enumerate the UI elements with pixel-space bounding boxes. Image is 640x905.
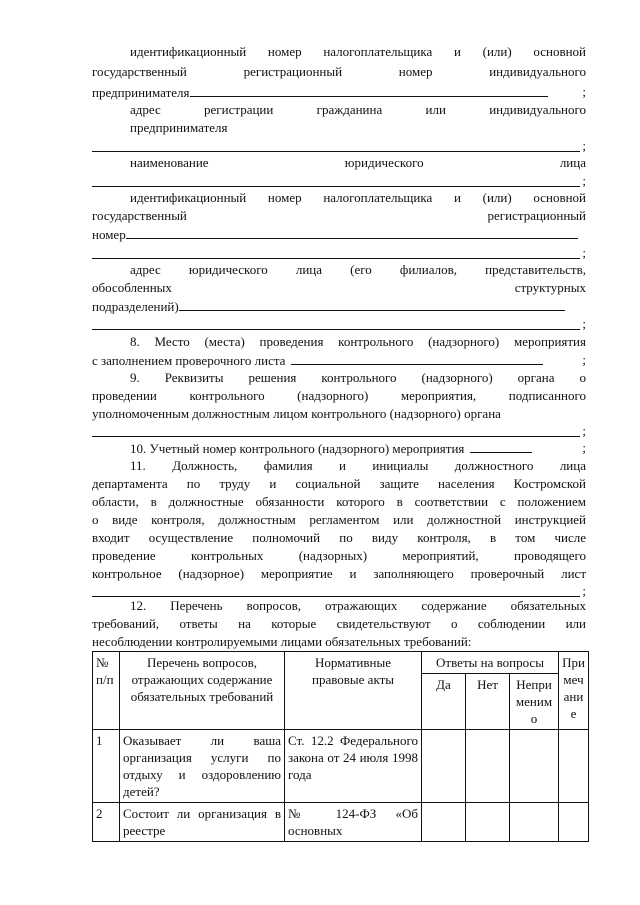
- answer-yes-cell[interactable]: [422, 803, 466, 842]
- addr-ul-line-1: адрес юридического лица (его филиалов, представительств,: [130, 262, 586, 277]
- item-10-blank[interactable]: [470, 440, 532, 453]
- addr-ul-semicolon: ;: [582, 316, 586, 331]
- item-11-semicolon: ;: [582, 583, 586, 598]
- item-11-line-3: области, в должностные обязанности которого в соответствии с положением: [92, 494, 586, 509]
- inn-ul-line-2: государственный регистрационный: [92, 208, 586, 223]
- row-act: № 124-ФЗ «Об основных: [285, 803, 422, 842]
- item-9-line-2: проведении контрольного (надзорного) мероприятия, подписанного: [92, 388, 586, 403]
- addr-ip-line-1: адрес регистрации гражданина или индивидуального: [130, 102, 586, 117]
- header-acts: Нормативные правовые акты: [285, 652, 422, 730]
- item-9-line-1: 9. Реквизиты решения контрольного (надзорного) органа о: [130, 370, 586, 385]
- addr-ip-semicolon: ;: [582, 138, 586, 153]
- inn-ul-line-3: номер: [92, 226, 586, 242]
- addr-ip-line-2: предпринимателя: [130, 120, 228, 135]
- header-yes: Да: [422, 674, 466, 730]
- row-num: 1: [93, 730, 120, 803]
- answer-na-cell[interactable]: [510, 730, 559, 803]
- header-questions: Перечень вопросов, отражающих содержание обязательных требований: [120, 652, 285, 730]
- addr-ul-blank[interactable]: [179, 298, 565, 311]
- addr-ul-line-2: обособленных структурных: [92, 280, 586, 295]
- inn-ip-line-2: государственный регистрационный номер индивидуального: [92, 64, 586, 79]
- item-12-line-3: несоблюдении контролируемыми лицами обязательных требований:: [92, 634, 472, 649]
- answer-na-cell[interactable]: [510, 803, 559, 842]
- answer-no-cell[interactable]: [466, 730, 510, 803]
- row-act: Ст. 12.2 Федерального закона от 24 июля 1998 года: [285, 730, 422, 803]
- item-11-line-7: контрольное (надзорное) мероприятие и заполняющего проверочный лист: [92, 566, 586, 581]
- answer-yes-cell[interactable]: [422, 730, 466, 803]
- inn-ul-blank[interactable]: [126, 226, 578, 239]
- header-num: № п/п: [93, 652, 120, 730]
- item-11-line-5: входит осуществление полномочий по виду контроля, в том числе: [92, 530, 586, 545]
- item-11-line-4: о виде контроля, должностным регламентом или должностной инструкцией: [92, 512, 586, 527]
- row-question: Оказывает ли ваша организация услуги по отдыху и оздоровлению детей?: [120, 730, 285, 803]
- item-11-line-2: департамента по труду и социальной защите населения Костромской: [92, 476, 586, 491]
- header-note: Примечание: [559, 652, 589, 730]
- name-ul-line-1: наименование юридического лица: [130, 155, 586, 170]
- item-11-line-6: проведение контрольных (надзорных) мероприятий, проводящего: [92, 548, 586, 563]
- inn-ul-semicolon: ;: [582, 245, 586, 260]
- inn-ip-blank[interactable]: [190, 84, 548, 97]
- note-cell[interactable]: [559, 730, 589, 803]
- item-12-line-2: требований, ответы на которые свидетельствуют о соблюдении или: [92, 616, 586, 631]
- table-row: [93, 730, 589, 803]
- table-row: [93, 803, 589, 842]
- row-num: 2: [93, 803, 120, 842]
- item-9-semicolon: ;: [582, 423, 586, 438]
- header-na: Неприменимо: [510, 674, 559, 730]
- item-11-line-1: 11. Должность, фамилия и инициалы должностного лица: [130, 458, 586, 473]
- inn-ul-line-1: идентификационный номер налогоплательщика и (или) основной: [130, 190, 586, 205]
- inn-ip-line-3: предпринимателя ;: [92, 84, 586, 100]
- header-no: Нет: [466, 674, 510, 730]
- checklist-table: [92, 651, 589, 842]
- table-header-row: [93, 652, 589, 674]
- item-8-blank[interactable]: [291, 352, 543, 365]
- name-ul-semicolon: ;: [582, 173, 586, 188]
- item-10-line-1: 10. Учетный номер контрольного (надзорного) мероприятия ;: [130, 440, 586, 456]
- addr-ul-line-3: подразделений): [92, 298, 586, 314]
- inn-ip-line-1: идентификационный номер налогоплательщика и (или) основной: [130, 44, 586, 59]
- item-9-line-3: уполномоченным должностным лицом контрольного (надзорного) органа: [92, 406, 501, 421]
- row-question: Состоит ли организация в реестре: [120, 803, 285, 842]
- answer-no-cell[interactable]: [466, 803, 510, 842]
- item-8-line-2: с заполнением проверочного листа ;: [92, 352, 586, 368]
- item-12-line-1: 12. Перечень вопросов, отражающих содержание обязательных: [130, 598, 586, 613]
- note-cell[interactable]: [559, 803, 589, 842]
- item-8-line-1: 8. Место (места) проведения контрольного (надзорного) мероприятия: [130, 334, 586, 349]
- header-answers: Ответы на вопросы: [422, 652, 559, 674]
